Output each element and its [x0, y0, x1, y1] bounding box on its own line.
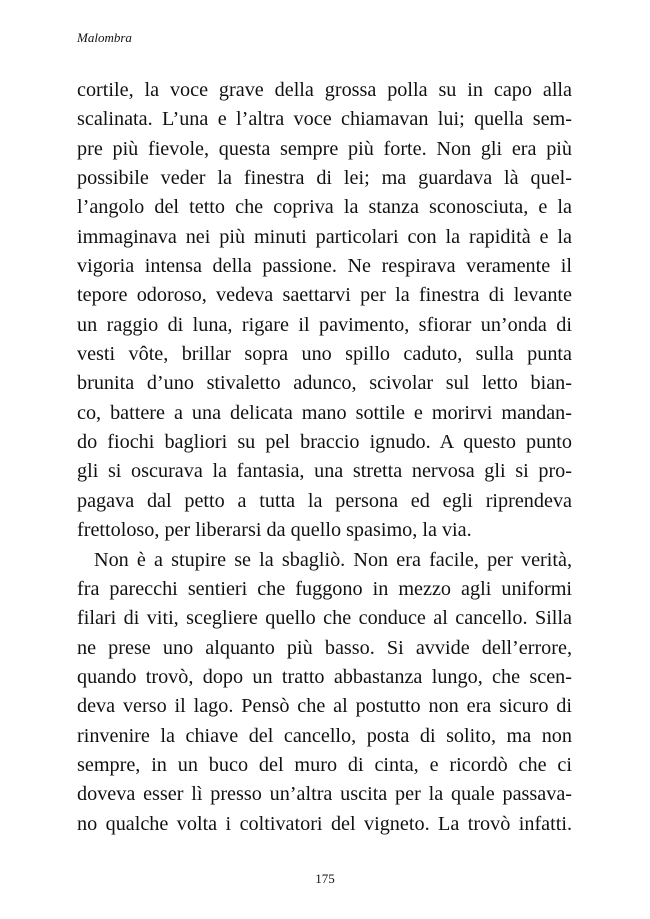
text-line: quando trovò, dopo un tratto abbastanza lungo, che scen- — [77, 665, 572, 688]
text-line: fra parecchi sentieri che fuggono in mezzo agli uniformi — [77, 577, 572, 600]
text-line: rinvenire la chiave del cancello, posta di solito, ma non — [77, 724, 572, 747]
text-line: co, battere a una delicata mano sottile e morirvi mandan- — [77, 401, 572, 424]
running-head: Malombra — [77, 30, 132, 45]
text-line: vesti vôte, brillar sopra uno spillo caduto, sulla punta — [77, 343, 572, 366]
text-line: do fiochi bagliori su pel braccio ignudo. A questo punto — [77, 431, 572, 454]
page-number: 175 — [315, 871, 335, 886]
text-line: tepore odoroso, vedeva saettarvi per la finestra di levante — [77, 284, 572, 307]
text-line: brunita d’uno stivaletto adunco, scivolar sul letto bian- — [77, 372, 572, 395]
text-line: deva verso il lago. Pensò che al postutto non era sicuro di — [77, 695, 572, 718]
text-line: cortile, la voce grave della grossa polla su in capo alla — [77, 79, 572, 101]
text-line: immaginava nei più minuti particolari con la rapidità e la — [77, 225, 572, 248]
text-line: filari di viti, scegliere quello che conduce al cancello. Silla — [77, 607, 572, 630]
paragraph-2 — [77, 546, 572, 839]
text-line: vigoria intensa della passione. Ne respirava veramente il — [77, 255, 572, 278]
text-line: possibile veder la finestra di lei; ma guardava là quel- — [77, 167, 572, 190]
text-line: no qualche volta i coltivatori del vigneto. La trovò infatti. — [77, 812, 572, 835]
text-line: pagava dal petto a tutta la persona ed egli riprendeva — [77, 489, 572, 512]
text-line: Non è a stupire se la sbagliò. Non era facile, per verità, — [94, 548, 572, 571]
text-line: l’angolo del tetto che copriva la stanza sconosciuta, e la — [77, 196, 572, 219]
text-line: un raggio di luna, rigare il pavimento, sfiorar un’onda di — [77, 313, 572, 336]
text-line: sempre, in un buco del muro di cinta, e ricordò che ci — [77, 753, 572, 776]
text-line: gli si oscurava la fantasia, una stretta nervosa gli si pro- — [77, 460, 572, 483]
text-line: pre più fievole, questa sempre più forte. Non gli era più — [77, 137, 572, 160]
text-line: ne prese uno alquanto più basso. Si avvide dell’errore, — [77, 636, 572, 659]
text-line: frettoloso, per liberarsi da quello spasimo, la via. — [77, 519, 472, 542]
text-line: scalinata. L’una e l’altra voce chiamavan lui; quella sem- — [77, 108, 572, 131]
paragraph-1 — [77, 76, 572, 546]
text-line: doveva esser lì presso un’altra uscita per la quale passava- — [77, 783, 572, 806]
body-text — [77, 76, 572, 839]
